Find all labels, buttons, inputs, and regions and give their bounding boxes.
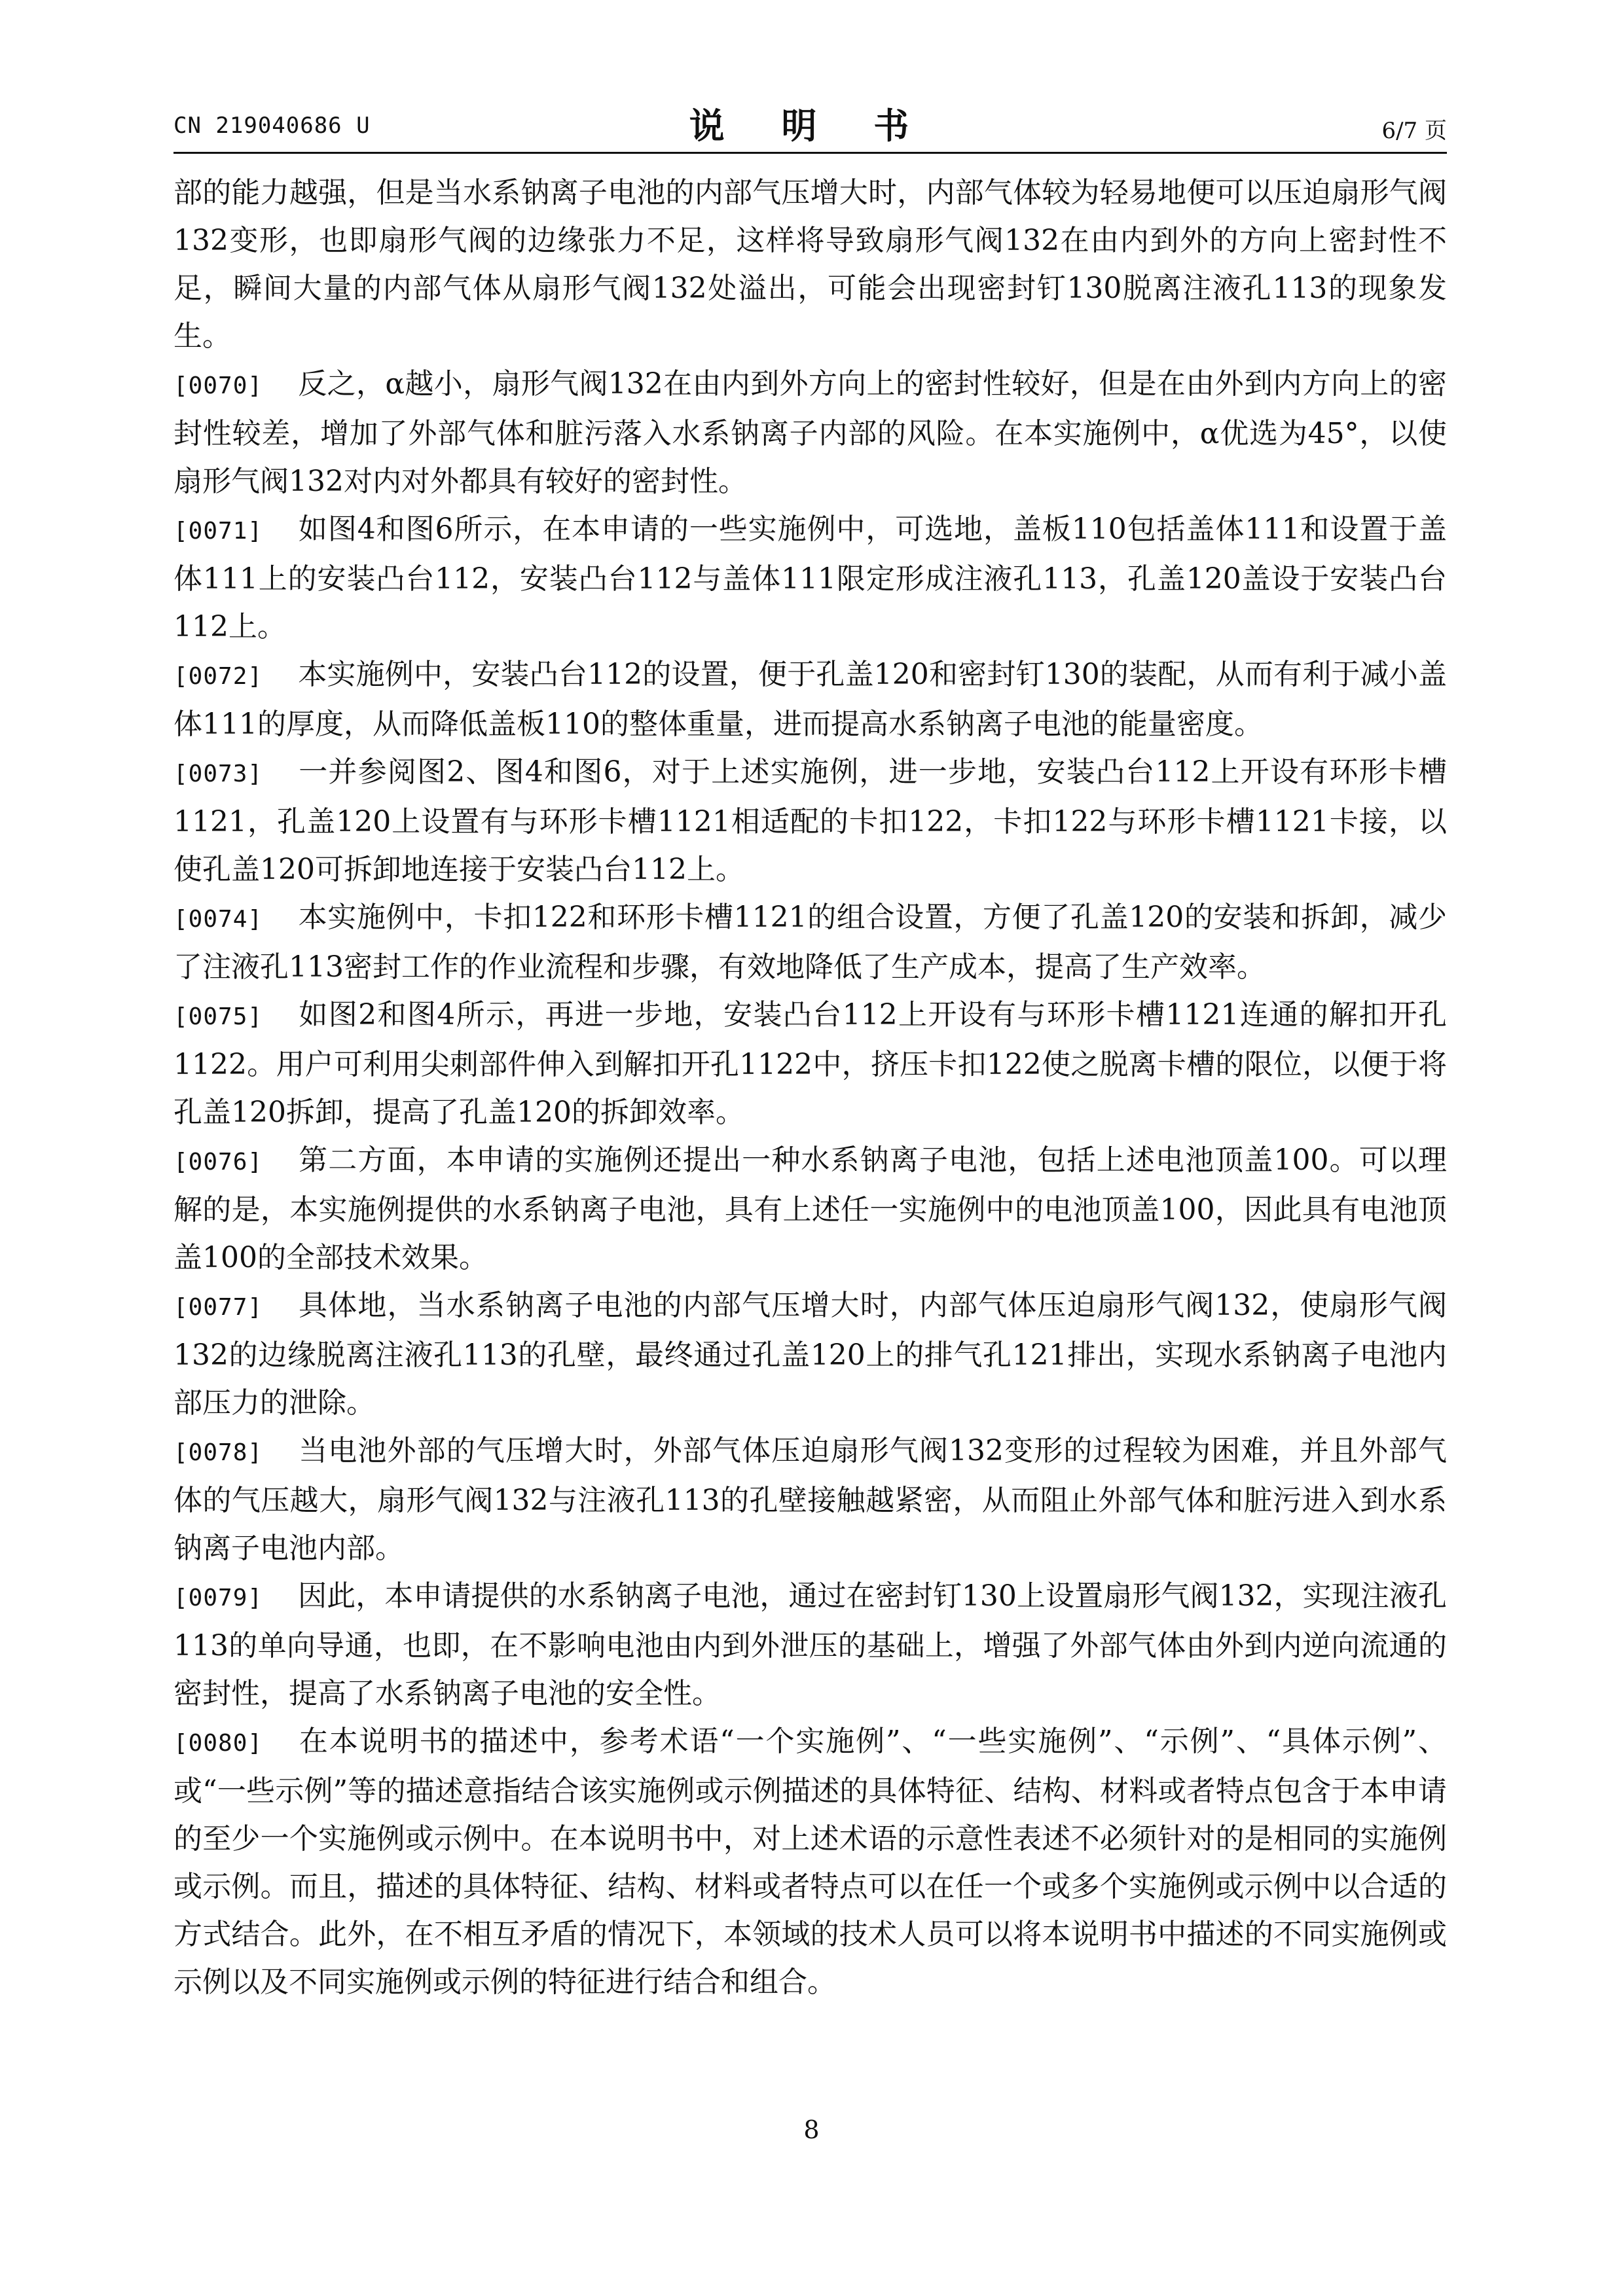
paragraph-text: 反之，α越小，扇形气阀132在由内到外方向上的密封性较好，但是在由外到内方向上的密封性较差，增加了外部气体和脏污落入水系钠离子内部的风险。在本实施例中，α优选为45°，以使扇形气阀132对内对外都具有较好的密封性。 — [173, 367, 1447, 498]
paragraph-text: 如图2和图4所示，再进一步地，安装凸台112上开设有与环形卡槽1121连通的解扣开孔1122。用户可利用尖刺部件伸入到解扣开孔1122中，挤压卡扣122使之脱离卡槽的限位，以便于将孔盖120拆卸，提高了孔盖120的拆卸效率。 — [173, 998, 1447, 1129]
paragraph-number: [0078] — [173, 1439, 263, 1466]
paragraph-text: 一并参阅图2、图4和图6，对于上述实施例，进一步地，安装凸台112上开设有环形卡槽1121，孔盖120上设置有与环形卡槽1121相适配的卡扣122，卡扣122与环形卡槽1121卡接，以使孔盖120可拆卸地连接于安装凸台112上。 — [173, 755, 1447, 886]
paragraph-0075 — [173, 991, 1447, 1136]
paragraph-0070 — [173, 360, 1447, 505]
paragraph-text: 第二方面，本申请的实施例还提出一种水系钠离子电池，包括上述电池顶盖100。可以理解的是，本实施例提供的水系钠离子电池，具有上述任一实施例中的电池顶盖100，因此具有电池顶盖100的全部技术效果。 — [173, 1143, 1447, 1274]
paragraph-text: 因此，本申请提供的水系钠离子电池，通过在密封钉130上设置扇形气阀132，实现注液孔113的单向导通，也即，在不影响电池由内到外泄压的基础上，增强了外部气体由外到内逆向流通的密封性，提高了水系钠离子电池的安全性。 — [173, 1579, 1447, 1710]
paragraph-number: [0079] — [173, 1585, 263, 1611]
paragraph-0077 — [173, 1282, 1447, 1427]
paragraph-number: [0080] — [173, 1730, 263, 1757]
paragraph-0079 — [173, 1572, 1447, 1717]
paragraph-text: 在本说明书的描述中，参考术语“一个实施例”、“一些实施例”、“示例”、“具体示例”、或“一些示例”等的描述意指结合该实施例或示例描述的具体特征、结构、材料或者特点包含于本申请的至少一个实施例或示例中。在本说明书中，对上述术语的示意性表述不必须针对的是相同的实施例或示例。而且，描述的具体特征、结构、材料或者特点可以在任一个或多个实施例或示例中以合适的方式结合。此外，在不相互矛盾的情况下，本领域的技术人员可以将本说明书中描述的不同实施例或示例以及不同实施例或示例的特征进行结合和组合。 — [173, 1725, 1447, 1999]
paragraph-number: [0076] — [173, 1149, 263, 1175]
paragraph-text: 如图4和图6所示，在本申请的一些实施例中，可选地，盖板110包括盖体111和设置于盖体111上的安装凸台112，安装凸台112与盖体111限定形成注液孔113，孔盖120盖设于安装凸台112上。 — [173, 512, 1447, 643]
page-header — [173, 98, 1447, 151]
paragraph-number: [0077] — [173, 1294, 263, 1321]
paragraph-number: [0072] — [173, 663, 263, 690]
paragraph-0080 — [173, 1717, 1447, 2006]
paragraph-number: [0075] — [173, 1003, 263, 1030]
paragraph-0071 — [173, 505, 1447, 651]
paragraph-continued — [173, 169, 1447, 360]
paragraph-text: 当电池外部的气压增大时，外部气体压迫扇形气阀132变形的过程较为困难，并且外部气体的气压越大，扇形气阀132与注液孔113的孔壁接触越紧密，从而阻止外部气体和脏污进入到水系钠离子电池内部。 — [173, 1434, 1447, 1565]
paragraph-0078 — [173, 1427, 1447, 1572]
paragraph-text: 部的能力越强，但是当水系钠离子电池的内部气压增大时，内部气体较为轻易地便可以压迫扇形气阀132变形，也即扇形气阀的边缘张力不足，这样将导致扇形气阀132在由内到外的方向上密封性不足，瞬间大量的内部气体从扇形气阀132处溢出，可能会出现密封钉130脱离注液孔113的现象发生。 — [173, 176, 1447, 353]
paragraph-0074 — [173, 893, 1447, 991]
paragraph-number: [0071] — [173, 518, 263, 545]
body-text — [173, 169, 1447, 2006]
paragraph-number: [0070] — [173, 372, 263, 399]
page-number: 8 — [803, 2115, 820, 2144]
page-indicator: 6/7 页 — [1381, 118, 1447, 144]
paragraph-text: 本实施例中，卡扣122和环形卡槽1121的组合设置，方便了孔盖120的安装和拆卸，减少了注液孔113密封工作的作业流程和步骤，有效地降低了生产成本，提高了生产效率。 — [173, 901, 1447, 984]
paragraph-text: 具体地，当水系钠离子电池的内部气压增大时，内部气体压迫扇形气阀132，使扇形气阀132的边缘脱离注液孔113的孔壁，最终通过孔盖120上的排气孔121排出，实现水系钠离子电池内部压力的泄除。 — [173, 1289, 1447, 1420]
paragraph-0076 — [173, 1136, 1447, 1282]
paragraph-number: [0073] — [173, 761, 263, 787]
document-title: 说 明 书 — [689, 105, 932, 147]
patent-number: CN 219040686 U — [173, 113, 371, 139]
paragraph-0072 — [173, 651, 1447, 748]
paragraph-text: 本实施例中，安装凸台112的设置，便于孔盖120和密封钉130的装配，从而有利于减小盖体111的厚度，从而降低盖板110的整体重量，进而提高水系钠离子电池的能量密度。 — [173, 658, 1447, 741]
header-rule — [173, 152, 1447, 154]
paragraph-number: [0074] — [173, 906, 263, 933]
paragraph-0073 — [173, 748, 1447, 893]
